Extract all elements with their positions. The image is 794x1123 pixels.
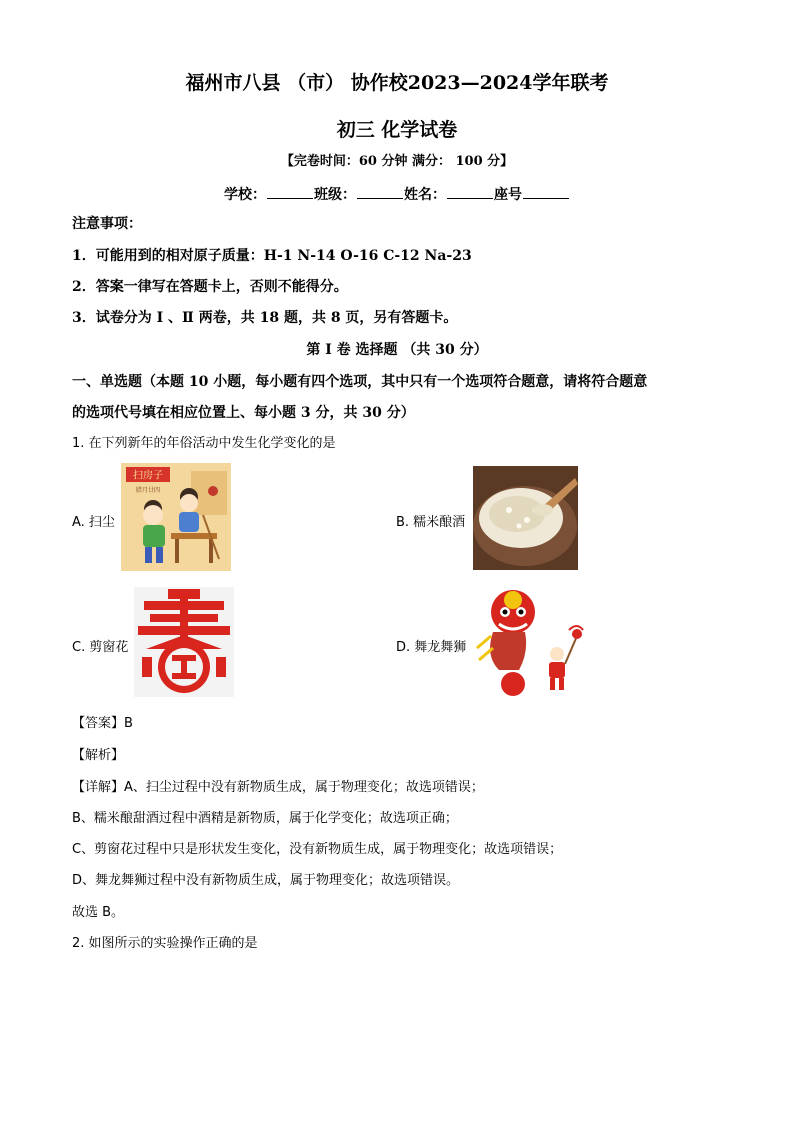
exam-meta: 【完卷时间：60 分钟 满分： 100 分】 [280,154,514,169]
detail-line: 【详解】A、扫尘过程中没有新物质生成，属于物理变化；故选项错误； [72,780,484,795]
detail-line: D、舞龙舞狮过程中没有新物质生成，属于物理变化；故选项错误。 [72,873,460,888]
option-a-label: A. 扫尘 [72,515,115,530]
school-blank [267,186,313,199]
class-blank [357,186,403,199]
detail-line: B、糯米酿甜酒过程中酒精是新物质，属于化学变化；故选项正确； [72,811,458,826]
note-item: 1．可能用到的相对原子质量：H-1 N-14 O-16 C-12 Na-23 [72,248,472,264]
sweep-banner-text: 扫房子 [133,470,163,482]
section-instruction: 一、单选题（本题 10 小题，每小题有四个选项，其中只有一个选项符合题意，请将符合题意 [72,374,648,390]
notes-heading: 注意事项： [72,216,142,232]
seat-blank [523,186,569,199]
question-1-stem: 1. 在下列新年的年俗活动中发生化学变化的是 [72,436,336,451]
class-label: 班级： [314,187,356,203]
sweeping-image [121,463,231,571]
rice-wine-image [473,466,578,570]
question-2-stem: 2. 如图所示的实验操作正确的是 [72,936,258,951]
section-instruction-cont: 的选项代号填在相应位置上、每小题 3 分，共 30 分） [72,405,415,421]
exam-subtitle: 初三 化学试卷 [336,119,458,141]
seat-label: 座号 [494,187,522,203]
option-d-label: D. 舞龙舞狮 [396,640,467,655]
note-item: 3．试卷分为 Ⅰ 、Ⅱ 两卷，共 18 题，共 8 页，另有答题卡。 [72,310,458,326]
answer-line: 【答案】B [72,716,133,731]
option-b-label: B. 糯米酿酒 [396,515,466,530]
exam-title: 福州市八县 （市） 协作校2023—2024学年联考 [185,72,609,94]
name-label: 姓名： [404,187,446,203]
paper-cut-image [134,587,234,697]
sweep-sub-text: 腊月廿四 [135,487,161,494]
section-title: 第 Ⅰ 卷 选择题 （共 30 分） [306,342,488,358]
detail-line: C、剪窗花过程中只是形状发生变化，没有新物质生成，属于物理变化；故选项错误； [72,842,563,857]
option-c-label: C. 剪窗花 [72,640,129,655]
student-fields [0,184,794,204]
note-item: 2．答案一律写在答题卡上，否则不能得分。 [72,279,348,295]
analysis-heading: 【解析】 [72,748,125,763]
school-label: 学校： [224,187,266,203]
name-blank [447,186,493,199]
lion-dance-image [473,586,585,698]
conclusion-line: 故选 B。 [72,905,125,920]
